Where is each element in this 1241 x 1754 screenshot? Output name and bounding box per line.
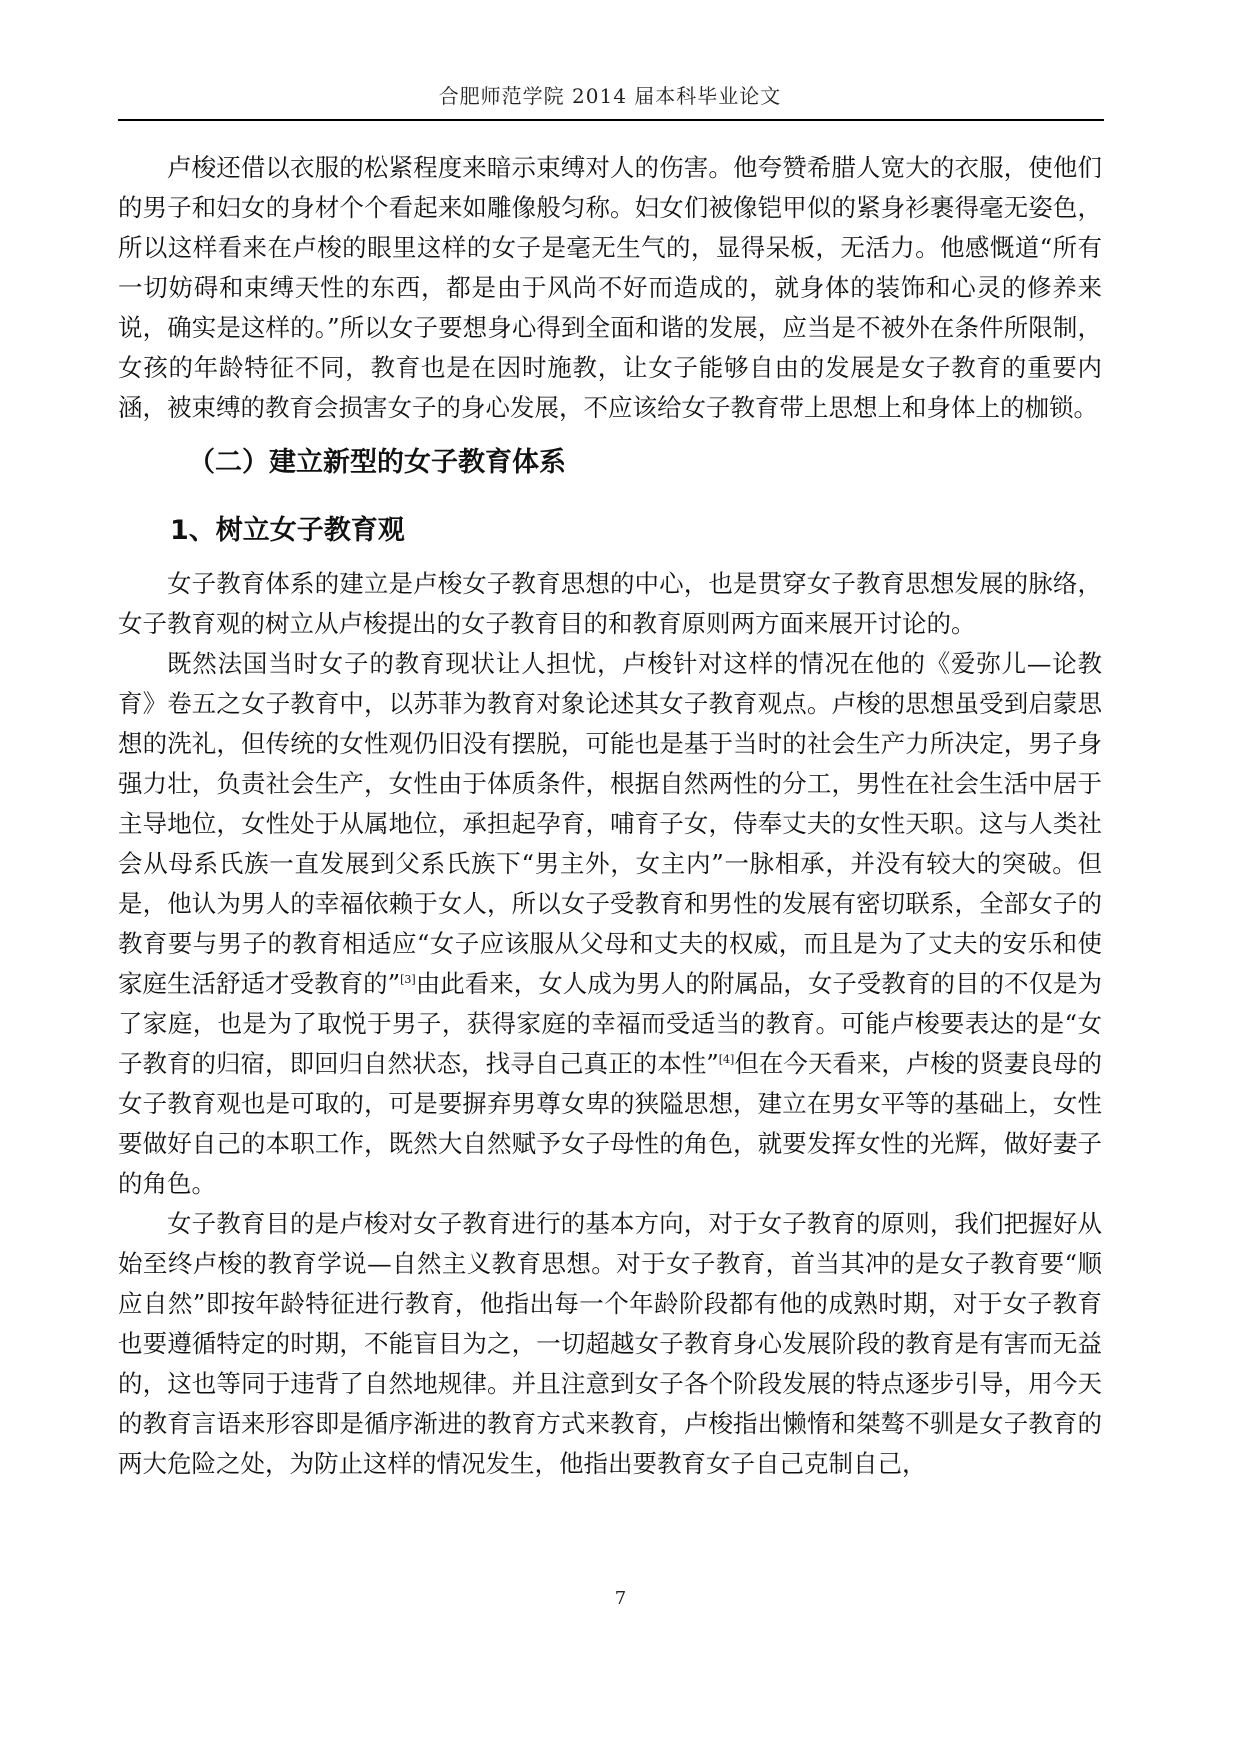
- page-header-title: 合肥师范学院 2014 届本科毕业论文: [438, 84, 782, 108]
- subsection-heading: 1、树立女子教育观: [170, 515, 405, 546]
- page-number: 7: [614, 1588, 627, 1609]
- citation-marker-4: [4]: [718, 1052, 735, 1066]
- section-heading: （二）建立新型的女子教育体系: [188, 447, 566, 478]
- paragraph-education-principles: 女子教育目的是卢梭对女子教育进行的基本方向，对于女子教育的原则，我们把握好从始至终卢梭的教育学说—自然主义教育思想。对于女子教育，首当其冲的是女子教育要“顺应自然”即按年龄特征进行教育，他指出每一个年龄阶段都有他的成熟时期，对于女子教育也要遵循特定的时期，不能盲目为之，一切超越女子教育身心发展阶段的教育是有害而无益的，这也等同于违背了自然地规律。并且注意到女子各个阶段发展的特点逐步引导，用今天的教育言语来形容即是循序渐进的教育方式来教育，卢梭指出懒惰和桀骜不驯是女子教育的两大危险之处，为防止这样的情况发生，他指出要教育女子自己克制自己，: [118, 1209, 1102, 1478]
- paragraph-text-part-1: 既然法国当时女子的教育现状让人担忧，卢梭针对这样的情况在他的《爱弥儿—论教育》卷五之女子教育中，以苏菲为教育对象论述其女子教育观点。卢梭的思想虽受到启蒙思想的洗礼，但传统的女性观仍旧没有摆脱，可能也是基于当时的社会生产力所决定，男子身强力壮，负责社会生产，女性由于体质条件，根据自然两性的分工，男性在社会生活中居于主导地位，女性处于从属地位，承担起孕育，哺育子女，侍奉丈夫的女性天职。这与人类社会从母系氏族一直发展到父系氏族下“男主外，女主内”一脉相承，并没有较大的突破。但是，他认为男人的幸福依赖于女人，所以女子受教育和男性的发展有密切联系，全部女子的教育要与男子的教育相适应“女子应该服从父母和丈夫的权威，而且是为了丈夫的安乐和使家庭生活舒适才受教育的”: [118, 649, 1102, 998]
- paragraph-education-system: 女子教育体系的建立是卢梭女子教育思想的中心，也是贯穿女子教育思想发展的脉络，女子教育观的树立从卢梭提出的女子教育目的和教育原则两方面来展开讨论的。: [118, 569, 1102, 638]
- paragraph-text-part-2: 由此看来，女人成为男人的附属品，女子受教育的目的不仅是为了家庭，也是为了取悦于男子，获得家庭的幸福而受适当的教育。可能卢梭要表达的是“女子教育的归宿，即回归自然状态，找寻自己真正的本性”: [118, 969, 1103, 1078]
- header-divider: [118, 119, 1104, 121]
- citation-marker-3: [3]: [400, 972, 416, 986]
- paragraph-clothing-restraint: 卢梭还借以衣服的松紧程度来暗示束缚对人的伤害。他夸赞希腊人宽大的衣服，使他们的男子和妇女的身材个个看起来如雕像般匀称。妇女们被像铠甲似的紧身衫裹得毫无姿色，所以这样看来在卢梭的眼里这样的女子是毫无生气的，显得呆板，无活力。他感慨道“所有一切妨碍和束缚天性的东西，都是由于风尚不好而造成的，就身体的装饰和心灵的修养来说，确实是这样的。”所以女子要想身心得到全面和谐的发展，应当是不被外在条件所限制，女孩的年龄特征不同，教育也是在因时施教，让女子能够自由的发展是女子教育的重要内涵，被束缚的教育会损害女子的身心发展，不应该给女子教育带上思想上和身体上的枷锁。: [118, 153, 1102, 422]
- paragraph-text-part-3: 但在今天看来，卢梭的贤妻良母的女子教育观也是可取的，可是要摒弃男尊女卑的狭隘思想，建立在男女平等的基础上，女性要做好自己的本职工作，既然大自然赋予女子母性的角色，就要发挥女性的光辉，做好妻子的角色。: [118, 1049, 1103, 1198]
- paragraph-education-view: [118, 644, 1102, 1204]
- document-body: [118, 148, 1102, 1484]
